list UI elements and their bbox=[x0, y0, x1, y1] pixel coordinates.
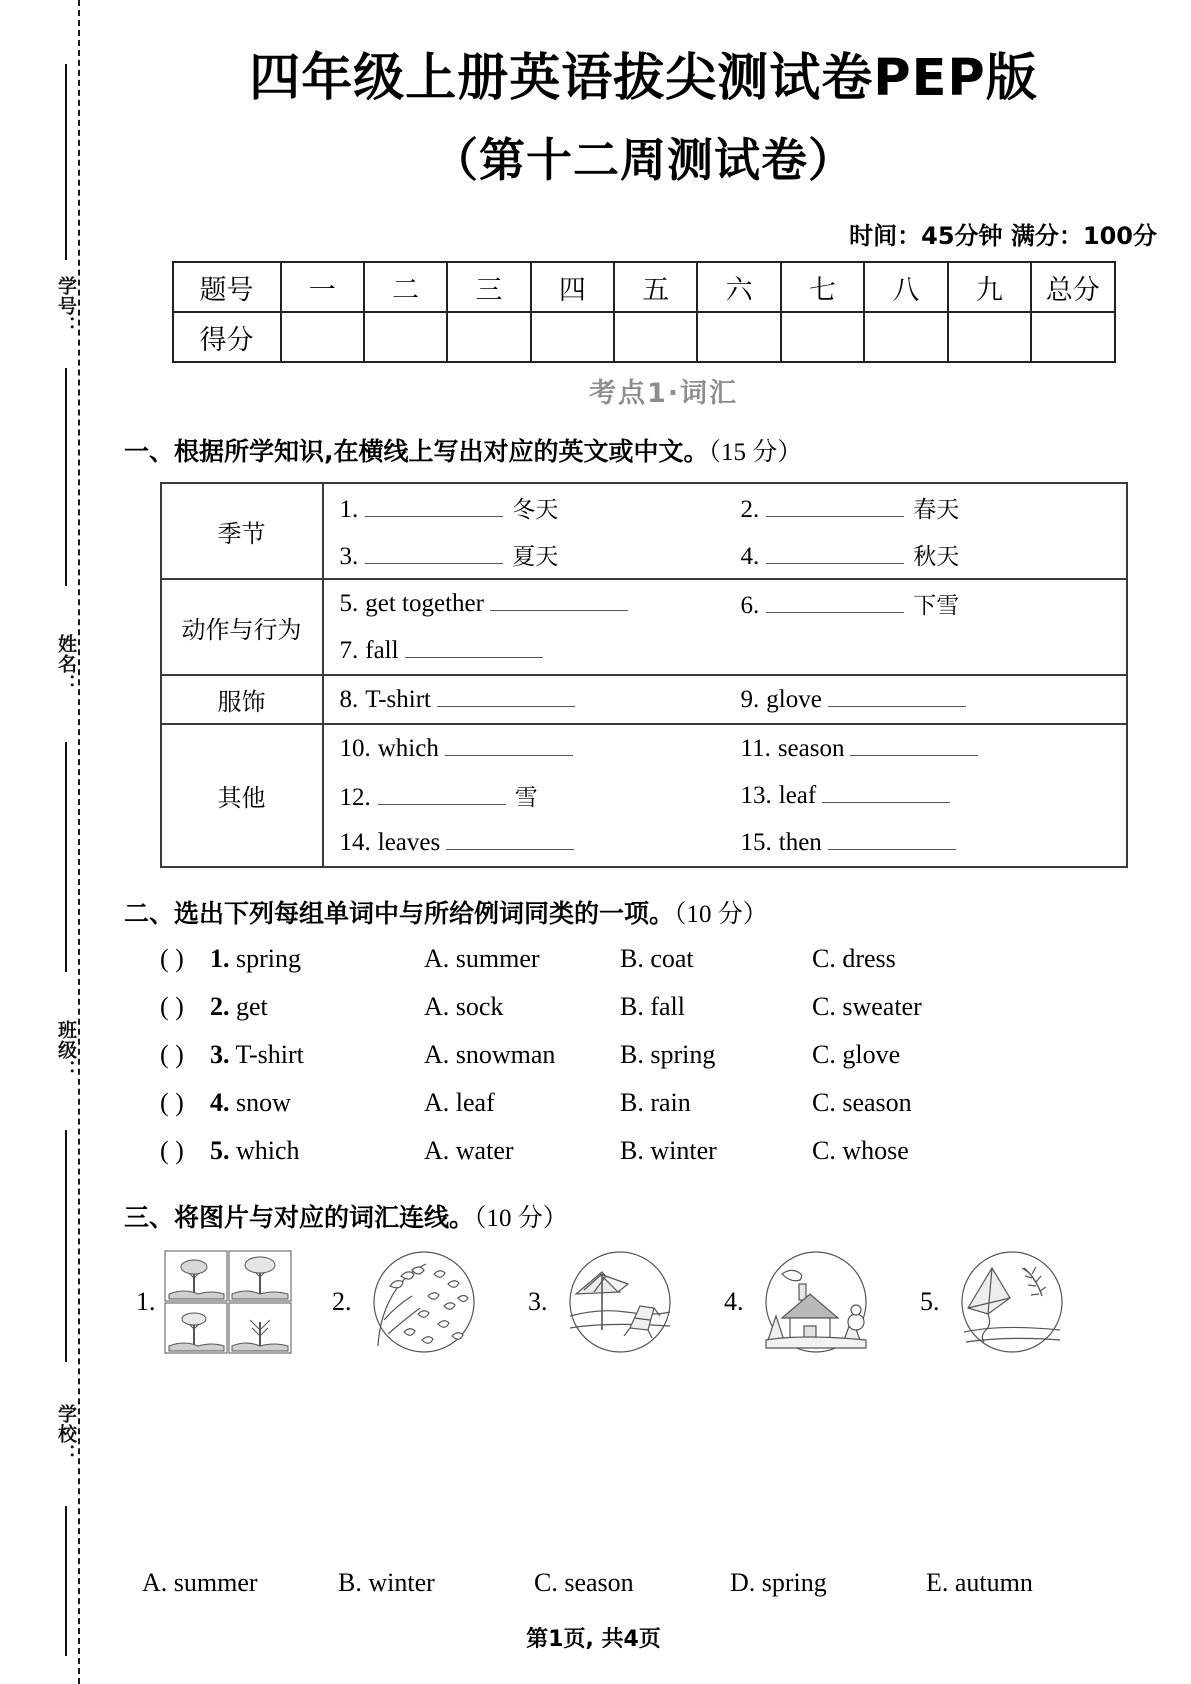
answer-blank[interactable] bbox=[490, 590, 628, 611]
picture-number: 4. bbox=[724, 1287, 744, 1316]
multiple-choice-list bbox=[124, 944, 1191, 1184]
falling-leaves-icon[interactable] bbox=[360, 1250, 488, 1354]
picture-number: 5. bbox=[920, 1287, 940, 1316]
mc-option-a[interactable]: A. snowman bbox=[424, 1040, 556, 1069]
vocab-item-7[interactable] bbox=[324, 637, 1126, 665]
page-subtitle: （第十二周测试卷） bbox=[432, 133, 855, 187]
score-col-total: 总分 bbox=[1031, 262, 1114, 312]
vocab-item-num: 8. bbox=[339, 685, 359, 713]
score-table-header-row bbox=[173, 262, 1115, 312]
score-col-3: 三 bbox=[447, 262, 530, 312]
mc-item-5[interactable] bbox=[124, 1136, 1191, 1184]
mc-stem bbox=[210, 1040, 424, 1070]
mc-option-a[interactable]: A. sock bbox=[424, 992, 504, 1021]
vocab-item-row bbox=[324, 725, 1126, 772]
vocab-category-label-clothing: 服饰 bbox=[161, 675, 323, 724]
picture-number: 3. bbox=[528, 1287, 548, 1316]
vocab-item-num: 6. bbox=[740, 592, 760, 619]
vocab-item-3[interactable] bbox=[324, 538, 725, 571]
vocab-item-13[interactable] bbox=[725, 782, 1126, 810]
picture-item-5[interactable] bbox=[920, 1250, 1116, 1354]
answer-blank[interactable] bbox=[446, 829, 574, 850]
answer-blank[interactable] bbox=[766, 543, 904, 564]
section1-points: （15 分） bbox=[708, 439, 803, 466]
vocab-item-num: 2. bbox=[740, 496, 760, 523]
vocab-item-11[interactable] bbox=[725, 735, 1126, 763]
score-cell-2[interactable] bbox=[364, 312, 447, 362]
vocab-item-12[interactable] bbox=[324, 779, 725, 812]
section3-points: （10 分） bbox=[474, 1205, 568, 1232]
mc-example-word: get bbox=[236, 992, 268, 1021]
vocab-items-seasons bbox=[323, 483, 1127, 579]
mc-option-c[interactable]: C. season bbox=[812, 1088, 912, 1117]
vocab-item-english: then bbox=[778, 828, 822, 856]
exam-meta: 时间：45分钟 满分：100分 bbox=[849, 222, 1157, 250]
vocab-item-row bbox=[324, 676, 1126, 723]
matching-option-a[interactable]: A. summer bbox=[142, 1568, 258, 1597]
vocab-item-english: T-shirt bbox=[365, 685, 431, 713]
score-table bbox=[172, 261, 1116, 363]
vocab-item-row bbox=[324, 627, 1126, 674]
mc-option-a[interactable]: A. summer bbox=[424, 944, 540, 973]
four-seasons-trees-icon[interactable] bbox=[164, 1250, 292, 1354]
vocab-item-english: fall bbox=[365, 636, 399, 664]
score-col-6: 六 bbox=[697, 262, 780, 312]
score-cell-6[interactable] bbox=[697, 312, 780, 362]
answer-blank[interactable] bbox=[405, 637, 543, 658]
vocab-item-row bbox=[324, 580, 1126, 627]
answer-blank[interactable] bbox=[365, 543, 503, 564]
score-col-7: 七 bbox=[781, 262, 864, 312]
matching-option-c[interactable]: C. season bbox=[534, 1568, 634, 1597]
score-col-1: 一 bbox=[281, 262, 364, 312]
answer-blank[interactable] bbox=[828, 686, 966, 707]
answer-blank[interactable] bbox=[766, 496, 904, 517]
score-cell-4[interactable] bbox=[531, 312, 614, 362]
vocab-item-num: 11. bbox=[740, 734, 771, 762]
vocab-item-num: 12. bbox=[339, 784, 371, 811]
score-row-label-points: 得分 bbox=[173, 312, 281, 362]
vocab-item-1[interactable] bbox=[324, 491, 725, 524]
mc-number: 2. bbox=[210, 992, 230, 1021]
vocab-item-num: 1. bbox=[339, 496, 359, 523]
margin-rail bbox=[46, 0, 86, 1684]
mc-number: 4. bbox=[210, 1088, 230, 1117]
mc-answer-bracket[interactable]: ( ) bbox=[160, 1040, 184, 1069]
mc-item-2[interactable] bbox=[124, 992, 1191, 1040]
section3-heading bbox=[124, 1198, 1191, 1234]
rail-line-1 bbox=[65, 64, 67, 260]
section-banner-label: 考点1·词汇 bbox=[588, 378, 739, 409]
mc-option-c[interactable]: C. whose bbox=[812, 1136, 909, 1165]
vocab-item-14[interactable] bbox=[324, 829, 725, 857]
score-col-4: 四 bbox=[531, 262, 614, 312]
vocab-item-english: glove bbox=[766, 685, 822, 713]
vocab-item-english: leaf bbox=[778, 781, 817, 809]
answer-blank[interactable] bbox=[828, 829, 956, 850]
vocab-item-num: 10. bbox=[339, 734, 371, 762]
section3-heading-text: 三、将图片与对应的词汇连线。 bbox=[124, 1203, 475, 1232]
score-cell-1[interactable] bbox=[281, 312, 364, 362]
answer-blank[interactable] bbox=[378, 784, 506, 805]
score-cell-total[interactable] bbox=[1031, 312, 1114, 362]
answer-blank[interactable] bbox=[850, 735, 978, 756]
page-title: 四年级上册英语拔尖测试卷PEP版 bbox=[249, 49, 1038, 108]
mc-answer-bracket[interactable]: ( ) bbox=[160, 1136, 184, 1165]
margin-label-school: 学校： bbox=[55, 1404, 77, 1464]
matching-option-b[interactable]: B. winter bbox=[338, 1568, 435, 1597]
vocab-item-chinese: 春天 bbox=[913, 497, 960, 523]
mc-answer-bracket[interactable]: ( ) bbox=[160, 944, 184, 973]
vocab-item-row bbox=[324, 819, 1126, 866]
vocab-item-num: 14. bbox=[339, 828, 371, 856]
vocab-category-label-others: 其他 bbox=[161, 724, 323, 867]
answer-blank[interactable] bbox=[437, 686, 575, 707]
mc-example-word: spring bbox=[236, 944, 301, 973]
picture-item-3[interactable] bbox=[528, 1250, 724, 1354]
vocab-item-9[interactable] bbox=[725, 686, 1126, 714]
margin-label-name: 姓名： bbox=[55, 634, 77, 694]
vocab-item-row bbox=[324, 531, 1126, 578]
mc-answer-bracket[interactable]: ( ) bbox=[160, 1088, 184, 1117]
mc-number: 1. bbox=[210, 944, 230, 973]
margin-label-student-id: 学号： bbox=[55, 276, 77, 336]
mc-option-c[interactable]: C. dress bbox=[812, 944, 896, 973]
section2-heading-text: 二、选出下列每组单词中与所给例词同类的一项。 bbox=[124, 899, 675, 928]
vocab-category-row-seasons bbox=[161, 483, 1127, 579]
score-row-label-question: 题号 bbox=[173, 262, 281, 312]
vocab-items-clothing bbox=[323, 675, 1127, 724]
mc-example-word: which bbox=[236, 1136, 300, 1165]
vocab-category-row-others bbox=[161, 724, 1127, 867]
beach-umbrella-icon[interactable] bbox=[556, 1250, 684, 1354]
vocab-item-chinese: 冬天 bbox=[512, 497, 559, 523]
score-cell-3[interactable] bbox=[447, 312, 530, 362]
matching-option-d[interactable]: D. spring bbox=[730, 1568, 827, 1597]
mc-example-word: snow bbox=[236, 1088, 291, 1117]
vocab-item-num: 9. bbox=[740, 685, 760, 713]
score-cell-8[interactable] bbox=[864, 312, 947, 362]
picture-item-4[interactable] bbox=[724, 1250, 920, 1354]
vocab-item-row bbox=[324, 772, 1126, 819]
score-cell-9[interactable] bbox=[948, 312, 1031, 362]
vocab-item-row bbox=[324, 484, 1126, 531]
vocabulary-table bbox=[160, 482, 1128, 868]
score-table-wrapper bbox=[172, 261, 1116, 363]
mc-item-4[interactable] bbox=[124, 1088, 1191, 1136]
mc-option-b[interactable]: B. spring bbox=[620, 1040, 716, 1069]
vocab-item-chinese: 雪 bbox=[514, 785, 538, 811]
mc-option-c[interactable]: C. sweater bbox=[812, 992, 922, 1021]
picture-number: 2. bbox=[332, 1287, 352, 1316]
vocab-items-others bbox=[323, 724, 1127, 867]
vocab-item-num: 13. bbox=[740, 781, 772, 809]
matching-option-e[interactable]: E. autumn bbox=[926, 1568, 1033, 1597]
score-col-5: 五 bbox=[614, 262, 697, 312]
answer-blank[interactable] bbox=[822, 782, 950, 803]
vocab-category-label-actions: 动作与行为 bbox=[161, 579, 323, 675]
vocab-category-row-actions bbox=[161, 579, 1127, 675]
vocab-item-chinese: 秋天 bbox=[913, 544, 960, 570]
rail-line-2 bbox=[65, 368, 67, 586]
rail-line-4 bbox=[65, 1130, 67, 1362]
vocab-category-row-clothing bbox=[161, 675, 1127, 724]
vocab-item-6[interactable] bbox=[725, 587, 1126, 620]
page-footer: 第1页, 共4页 bbox=[526, 1627, 661, 1652]
page-content bbox=[96, 0, 1191, 1684]
vocab-item-num: 3. bbox=[339, 543, 359, 570]
picture-number: 1. bbox=[136, 1287, 156, 1316]
section2-points: （10 分） bbox=[674, 901, 768, 928]
vocab-item-chinese: 下雪 bbox=[913, 593, 960, 619]
mc-stem bbox=[210, 992, 424, 1022]
mc-number: 5. bbox=[210, 1136, 230, 1165]
vocabulary-table-wrapper bbox=[160, 482, 1128, 868]
matching-options-row bbox=[96, 1568, 1191, 1598]
vocab-item-english: season bbox=[777, 734, 845, 762]
mc-stem bbox=[210, 1088, 424, 1118]
vocab-item-8[interactable] bbox=[324, 686, 725, 714]
vocab-item-english: leaves bbox=[377, 828, 441, 856]
mc-option-c[interactable]: C. glove bbox=[812, 1040, 901, 1069]
mc-stem bbox=[210, 1136, 424, 1166]
score-cell-7[interactable] bbox=[781, 312, 864, 362]
margin-label-class: 班级： bbox=[55, 1020, 77, 1080]
score-col-2: 二 bbox=[364, 262, 447, 312]
answer-blank[interactable] bbox=[766, 592, 904, 613]
mc-answer-bracket[interactable]: ( ) bbox=[160, 992, 184, 1021]
picture-item-2[interactable] bbox=[332, 1250, 528, 1354]
mc-option-b[interactable]: B. coat bbox=[620, 944, 694, 973]
picture-matching-row bbox=[96, 1250, 1191, 1354]
vocab-item-2[interactable] bbox=[725, 491, 1126, 524]
vocab-item-chinese: 夏天 bbox=[512, 544, 559, 570]
score-col-8: 八 bbox=[864, 262, 947, 312]
answer-blank[interactable] bbox=[365, 496, 503, 517]
mc-item-1[interactable] bbox=[124, 944, 1191, 992]
mc-option-b[interactable]: B. winter bbox=[620, 1136, 717, 1165]
mc-option-a[interactable]: A. leaf bbox=[424, 1088, 495, 1117]
vocab-item-4[interactable] bbox=[725, 538, 1126, 571]
score-table-value-row bbox=[173, 312, 1115, 362]
score-col-9: 九 bbox=[948, 262, 1031, 312]
vocab-item-10[interactable] bbox=[324, 735, 725, 763]
mc-example-word: T-shirt bbox=[235, 1040, 304, 1069]
answer-blank[interactable] bbox=[445, 735, 573, 756]
mc-number: 3. bbox=[210, 1040, 230, 1069]
rail-line-3 bbox=[65, 742, 67, 972]
vocab-item-num: 5. bbox=[339, 589, 359, 617]
section1-heading bbox=[124, 432, 1191, 468]
score-cell-5[interactable] bbox=[614, 312, 697, 362]
vocab-item-num: 4. bbox=[740, 543, 760, 570]
mc-option-b[interactable]: B. fall bbox=[620, 992, 685, 1021]
mc-option-a[interactable]: A. water bbox=[424, 1136, 514, 1165]
vocab-item-num: 7. bbox=[339, 636, 359, 664]
vocab-category-label-seasons: 季节 bbox=[161, 483, 323, 579]
vocab-items-actions bbox=[323, 579, 1127, 675]
vocab-item-english: get together bbox=[365, 589, 484, 617]
vocab-item-15[interactable] bbox=[725, 829, 1126, 857]
section1-heading-text: 一、根据所学知识,在横线上写出对应的英文或中文。 bbox=[124, 437, 709, 466]
vocab-item-english: which bbox=[377, 734, 439, 762]
section2-heading bbox=[124, 894, 1191, 930]
section-banner bbox=[136, 371, 1191, 410]
snowy-house-icon[interactable] bbox=[752, 1250, 880, 1354]
vocab-item-num: 15. bbox=[740, 828, 772, 856]
mc-stem bbox=[210, 944, 424, 974]
picture-item-1[interactable] bbox=[136, 1250, 332, 1354]
mc-item-3[interactable] bbox=[124, 1040, 1191, 1088]
kite-flying-icon[interactable] bbox=[948, 1250, 1076, 1354]
mc-option-b[interactable]: B. rain bbox=[620, 1088, 691, 1117]
vocab-item-5[interactable] bbox=[324, 590, 725, 618]
